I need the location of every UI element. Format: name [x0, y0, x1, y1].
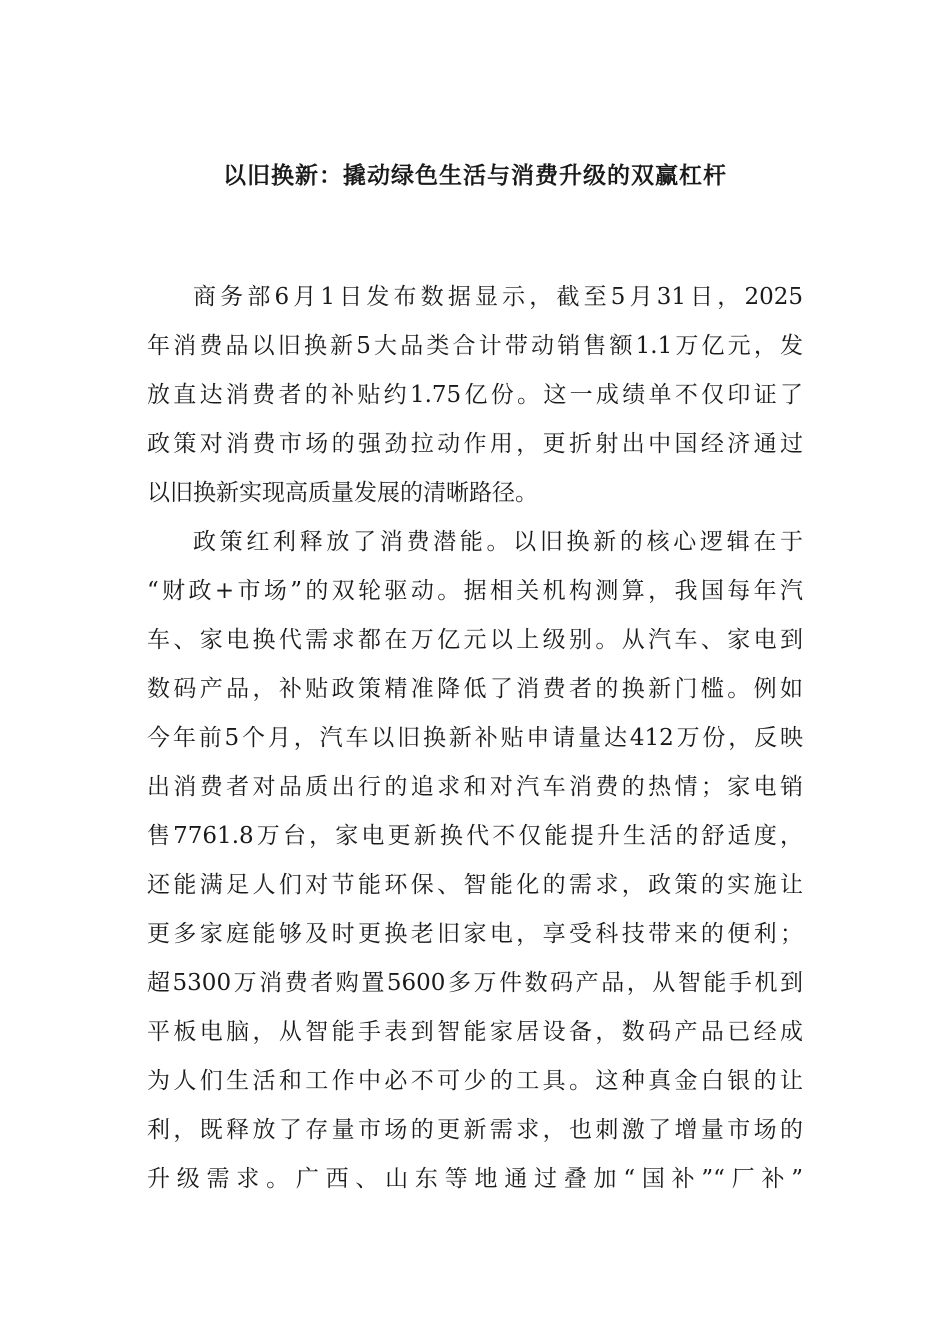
paragraph-2-line-4: 数码产品，补贴政策精准降低了消费者的换新门槛。例如 — [147, 676, 803, 702]
paragraph-2-line-7: 售7761.8万台，家电更新换代不仅能提升生活的舒适度， — [147, 823, 803, 849]
paragraph-2-line-3: 车、家电换代需求都在万亿元以上级别。从汽车、家电到 — [147, 627, 803, 653]
paragraph-1-line-5: 以旧换新实现高质量发展的清晰路径。 — [147, 480, 538, 506]
paragraph-1-line-2: 年消费品以旧换新5大品类合计带动销售额1.1万亿元，发 — [147, 333, 803, 359]
paragraph-1-line-4: 政策对消费市场的强劲拉动作用，更折射出中国经济通过 — [147, 431, 803, 457]
document-body — [147, 278, 803, 1209]
paragraph-2-line-11: 平板电脑，从智能手表到智能家居设备，数码产品已经成 — [147, 1019, 803, 1045]
paragraph-2-line-1: 政策红利释放了消费潜能。以旧换新的核心逻辑在于 — [193, 529, 803, 555]
paragraph-2-line-12: 为人们生活和工作中必不可少的工具。这种真金白银的让 — [147, 1068, 803, 1094]
document-title: 以旧换新：撬动绿色生活与消费升级的双赢杠杆 — [223, 163, 727, 189]
paragraph-1-line-3: 放直达消费者的补贴约1.75亿份。这一成绩单不仅印证了 — [147, 382, 803, 408]
paragraph-2-line-14: 升级需求。广西、山东等地通过叠加“国补”“厂补” — [147, 1166, 803, 1192]
paragraph-2-line-6: 出消费者对品质出行的追求和对汽车消费的热情；家电销 — [147, 774, 803, 800]
paragraph-1-line-1: 商务部6月1日发布数据显示，截至5月31日，2025 — [193, 284, 803, 310]
paragraph-2-line-8: 还能满足人们对节能环保、智能化的需求，政策的实施让 — [147, 872, 803, 898]
paragraph-2-line-5: 今年前5个月，汽车以旧换新补贴申请量达412万份，反映 — [147, 725, 803, 751]
paragraph-2-line-9: 更多家庭能够及时更换老旧家电，享受科技带来的便利； — [147, 921, 803, 947]
paragraph-2-line-13: 利，既释放了存量市场的更新需求，也刺激了增量市场的 — [147, 1117, 803, 1143]
paragraph-2-line-2: “财政+市场”的双轮驱动。据相关机构测算，我国每年汽 — [147, 578, 803, 604]
paragraph-2-line-10: 超5300万消费者购置5600多万件数码产品，从智能手机到 — [147, 970, 803, 996]
